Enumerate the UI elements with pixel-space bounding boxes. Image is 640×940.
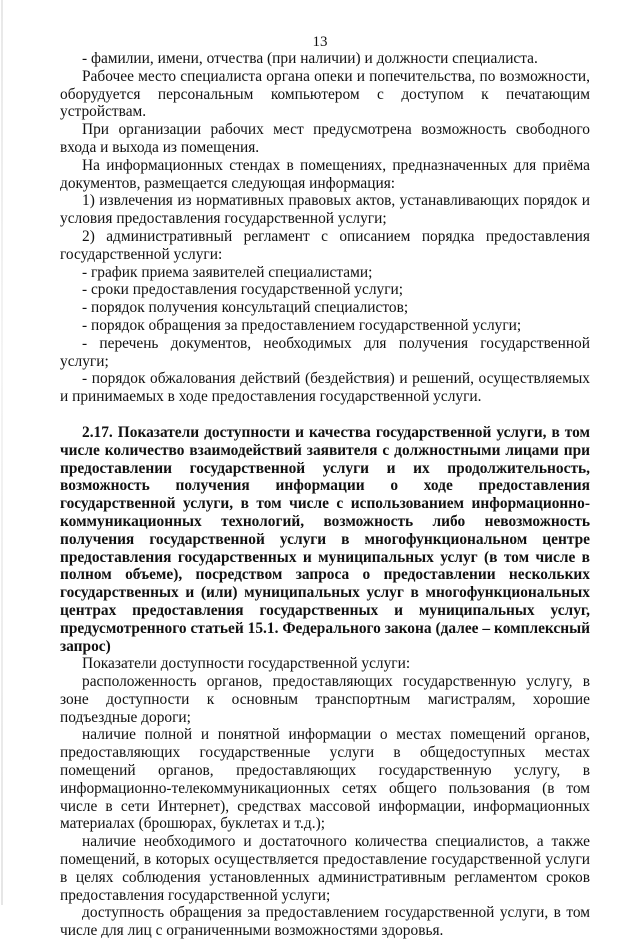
list-item-admin-regulation: 2) административный регламент с описанием порядка предоставления государственной услуги: — [60, 227, 590, 263]
page-number: 13 — [312, 34, 328, 50]
paragraph-staff-sufficiency: наличие необходимого и достаточного количества специалистов, а также помещений, в которых осуществляется предоставление государственной услуги в целях соблюдения установленных административным регламентом сроков предоставления государственной услуги; — [60, 833, 590, 904]
paragraph-accessibility-indicators: Показатели доступности государственной услуги: — [82, 655, 411, 673]
scan-edge — [1, 0, 3, 905]
paragraph-info-stands: На информационных стендах в помещениях, предназначенных для приёма документов, размещается следующая информация: — [60, 156, 590, 192]
list-item-application-procedure: - порядок обращения за предоставлением государственной услуги; — [82, 316, 522, 334]
section-heading-2-17: 2.17. Показатели доступности и качества государственной услуги, в том числе количество взаимодействий заявителя с должностными лицами при предоставлении государственной услуги и их продолжительность, возможность получения информации о ходе предоставления государственной услуги, в том числе с использованием информационно-коммуникационных технологий, возможность либо невозможность получения государственной услуги в многофункциональном центре предоставления государственных и муниципальных услуг (в том числе в полном объеме), посредством запроса о предоставлении нескольких государственных и (или) муниципальных услуг в многофункциональных центрах предоставления государственных и муниципальных услуг, предусмотренного статьей 15.1. Федерального закона (далее – комплексный запрос) — [60, 423, 590, 655]
list-item-documents: - перечень документов, необходимых для получения государственной услуги; — [60, 334, 590, 370]
paragraph-location: расположенность органов, предоставляющих государственную услугу, в зоне доступности к основным транспортным магистралям, хорошие подъездные дороги; — [60, 673, 590, 726]
list-item-schedule: - график приема заявителей специалистами; — [82, 263, 373, 281]
document-body — [60, 50, 590, 940]
paragraph-information-availability: наличие полной и понятной информации о местах помещений органов, предоставляющих государственные услуги в общедоступных местах помещений органов, предоставляющих государственную услугу, в информационно-телекоммуникационных сетях общего пользования (в том числе в сети Интернет), средствах массовой информации, информационных материалах (брошюрах, буклетах и т.д.); — [60, 726, 590, 833]
paragraph-free-access: При организации рабочих мест предусмотрена возможность свободного входа и выхода из помещения. — [60, 121, 590, 156]
list-item-consultations: - порядок получения консультаций специалистов; — [82, 299, 409, 317]
paragraph-disability-access: доступность обращения за предоставлением государственной услуги, в том числе для лиц с ограниченными возможностями здоровья. — [60, 904, 590, 940]
paragraph-specialist-name: - фамилии, имени, отчества (при наличии) и должности специалиста. — [82, 50, 538, 67]
list-item-appeal-procedure: - порядок обжалования действий (бездействия) и решений, осуществляемых и принимаемых в ходе предоставления государственной услуги. — [60, 370, 590, 406]
paragraph-workplace: Рабочее место специалиста органа опеки и попечительства, по возможности, оборудуется персональным компьютером с доступом к печатающим устройствам. — [60, 67, 590, 121]
list-item-deadlines: - сроки предоставления государственной услуги; — [82, 281, 404, 299]
list-item-legal-extracts: 1) извлечения из нормативных правовых актов, устанавливающих порядок и условия предоставления государственной услуги; — [60, 192, 590, 228]
